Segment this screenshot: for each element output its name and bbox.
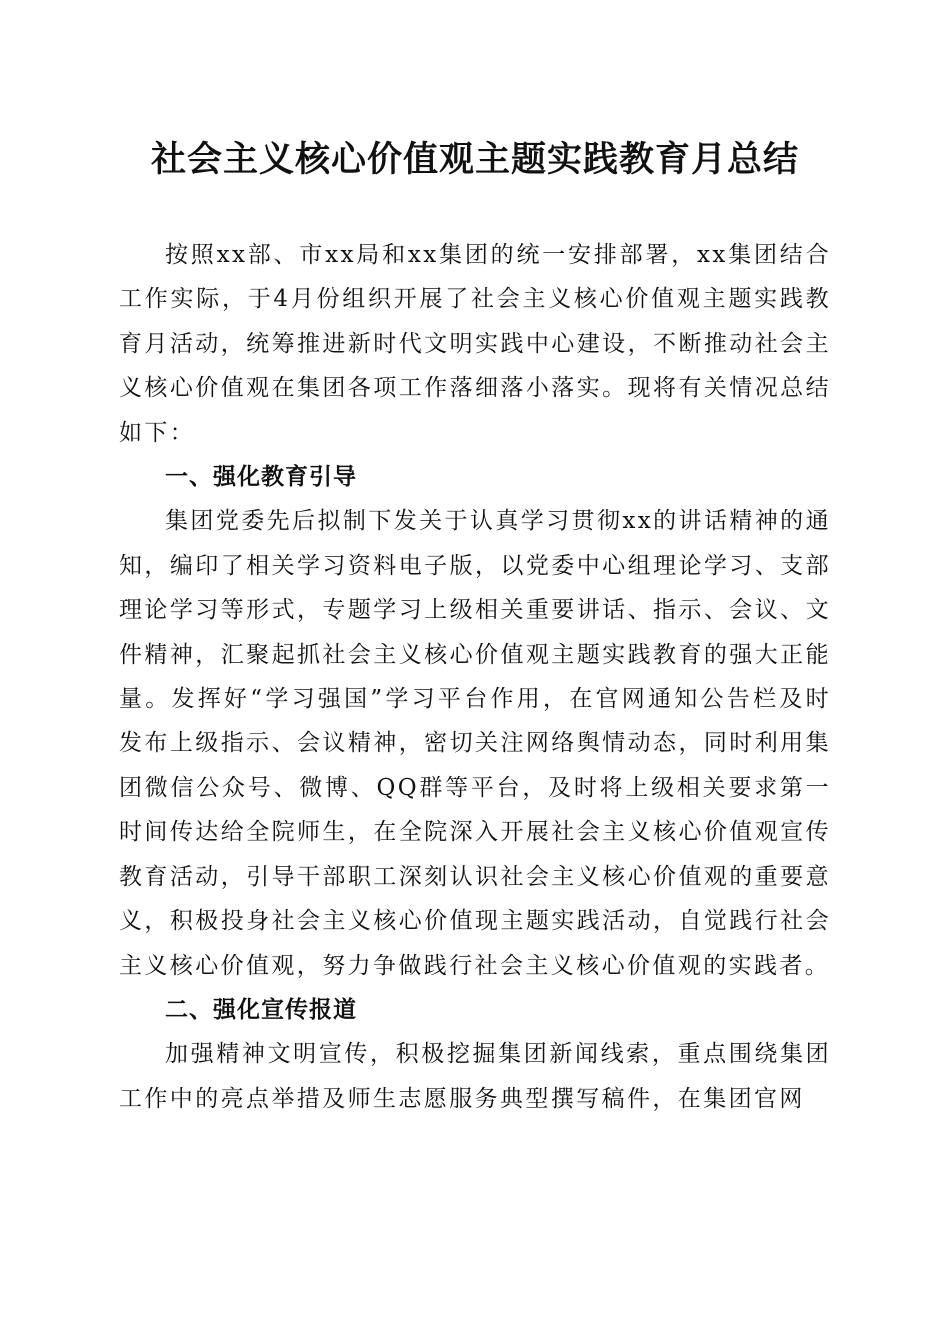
section-paragraph-1: 集团党委先后拟制下发关于认真学习贯彻xx的讲话精神的通知，编印了相关学习资料电子版，以党委中心组理论学习、支部理论学习等形式，专题学习上级相关重要讲话、指示、会议、文件精神，汇聚起抓社会主义核心价值观主题实践教育的强大正能量。发挥好“学习强国”学习平台作用，在官网通知公告栏及时发布上级指示、会议精神，密切关注网络舆情动态，同时利用集团微信公众号、微博、QQ群等平台，及时将上级相关要求第一时间传达给全院师生，在全院深入开展社会主义核心价值观宣传教育活动，引导干部职工深刻认识社会主义核心价值观的重要意义，积极投身社会主义核心价值现主题实践活动，自觉践行社会主义核心价值观，努力争做践行社会主义核心价值观的实践者。 (119, 508, 831, 979)
section-heading-2: 二、强化宣传报道 (165, 996, 357, 1023)
intro-paragraph: 按照xx部、市xx局和xx集团的统一安排部署，xx集团结合工作实际，于4月份组织开展了社会主义核心价值观主题实践教育月活动，统筹推进新时代文明实践中心建设，不断推动社会主义核心价值观在集团各项工作落细落小落实。现将有关情况总结如下： (119, 242, 831, 446)
section-heading-1: 一、强化教育引导 (165, 464, 357, 491)
document-body (119, 233, 831, 1121)
section-paragraph-2: 加强精神文明宣传，积极挖掘集团新闻线索，重点围绕集团工作中的亮点举措及师生志愿服务典型撰写稿件，在集团官网 (119, 1041, 831, 1112)
document-title: 社会主义核心价值观主题实践教育月总结 (150, 139, 799, 180)
